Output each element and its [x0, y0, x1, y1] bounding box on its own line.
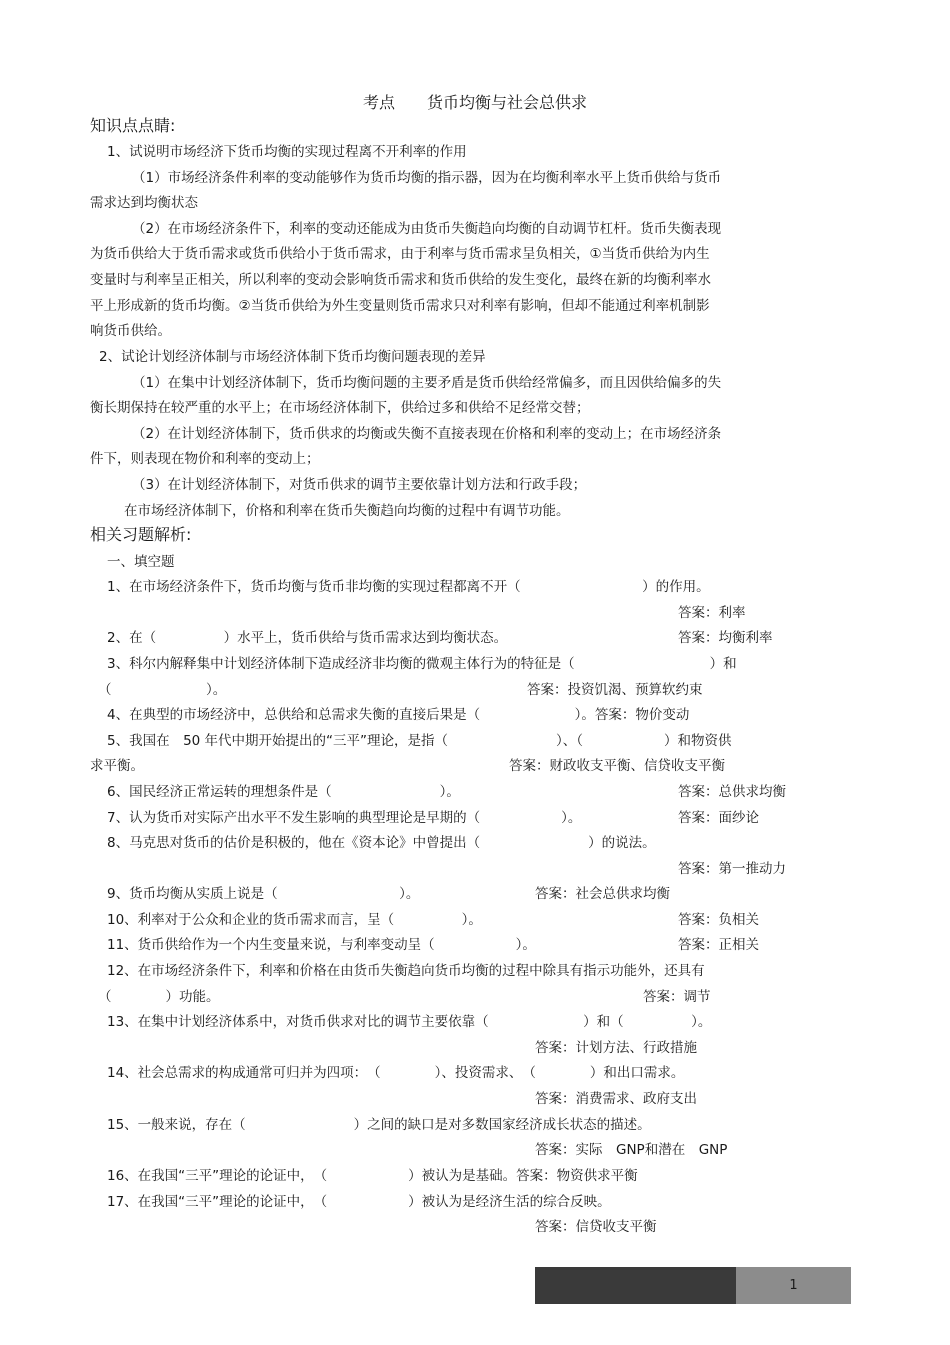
answer-line: 答案：投资饥渴、预算软约束 — [527, 682, 703, 698]
answer-line: 答案：消费需求、政府支出 — [535, 1091, 697, 1107]
page-number: 1 — [789, 1278, 798, 1293]
question-line: （ ）功能。 — [98, 989, 220, 1005]
footer-bar-dark — [535, 1267, 736, 1304]
paragraph-line: （2）在计划经济体制下，货币供求的均衡或失衡不直接表现在价格和利率的变动上；在市场经济条 — [132, 426, 722, 442]
section-heading-knowledge: 知识点点睛: — [90, 116, 176, 135]
question-line: 12、在市场经济条件下，利率和价格在由货币失衡趋向货币均衡的过程中除具有指示功能外，还具有 — [107, 963, 705, 979]
subsection-heading: 一、填空题 — [107, 554, 175, 570]
answer-line: 答案：计划方法、行政措施 — [535, 1040, 697, 1056]
answer-line: 答案：正相关 — [678, 937, 759, 953]
question-heading: 2、试论计划经济体制与市场经济体制下货币均衡问题表现的差异 — [99, 349, 486, 365]
answer-line: 答案：财政收支平衡、信贷收支平衡 — [509, 758, 725, 774]
question-line: 8、马克思对货币的估价是积极的，他在《资本论》中曾提出（ ）的说法。 — [107, 835, 656, 851]
question-line: （ ）。 — [98, 682, 227, 698]
paragraph-line: （3）在计划经济体制下，对货币供求的调节主要依靠计划方法和行政手段； — [132, 477, 587, 493]
question-line: 15、一般来说，存在（ ）之间的缺口是对多数国家经济成长状态的描述。 — [107, 1117, 651, 1133]
answer-line: 答案：实际 GNP和潜在 GNP — [535, 1142, 728, 1158]
paragraph-line: 在市场经济体制下，价格和利率在货币失衡趋向均衡的过程中有调节功能。 — [124, 503, 570, 519]
answer-line: 答案：总供求均衡 — [678, 784, 786, 800]
question-line: 求平衡。 — [90, 758, 144, 774]
paragraph-line: （2）在市场经济条件下，利率的变动还能成为由货币失衡趋向均衡的自动调节杠杆。货币失衡表现 — [132, 221, 722, 237]
paragraph-line: （1）市场经济条件利率的变动能够作为货币均衡的指示器，因为在均衡利率水平上货币供给与货币 — [132, 170, 722, 186]
answer-line: 答案：社会总供求均衡 — [535, 886, 670, 902]
answer-line: 答案：均衡利率 — [678, 630, 773, 646]
question-line: 17、在我国“三平”理论的论证中， （ ）被认为是经济生活的综合反映。 — [107, 1194, 611, 1210]
question-line: 5、我国在 50 年代中期开始提出的“三平”理论，是指（ ）、（ ）和物资供 — [107, 733, 732, 749]
answer-line: 答案：面纱论 — [678, 810, 759, 826]
question-heading: 1、试说明市场经济下货币均衡的实现过程离不开利率的作用 — [107, 144, 467, 160]
paragraph-line: 平上形成新的货币均衡。②当货币供给为外生变量则货币需求只对利率有影响，但却不能通过利率机制影 — [90, 298, 710, 314]
paragraph-line: （1）在集中计划经济体制下，货币均衡问题的主要矛盾是货币供给经常偏多，而且因供给偏多的失 — [132, 375, 722, 391]
question-line: 11、货币供给作为一个内生变量来说，与利率变动呈（ ）。 — [107, 937, 536, 953]
question-line: 2、在（ ）水平上，货币供给与货币需求达到均衡状态。 — [107, 630, 508, 646]
page-title: 考点 货币均衡与社会总供求 — [362, 93, 587, 112]
question-line: 6、国民经济正常运转的理想条件是（ ）。 — [107, 784, 460, 800]
answer-line: 答案：第一推动力 — [678, 861, 786, 877]
question-line: 7、认为货币对实际产出水平不发生影响的典型理论是早期的（ ）。 — [107, 810, 582, 826]
paragraph-line: 响货币供给。 — [90, 323, 171, 339]
paragraph-line: 变量时与利率呈正相关，所以利率的变动会影响货币需求和货币供给的发生变化，最终在新的均衡利率水 — [90, 272, 711, 288]
paragraph-line: 为货币供给大于货币需求或货币供给小于货币需求，由于利率与货币需求呈负相关，①当货币供给为内生 — [90, 246, 710, 262]
question-line: 4、在典型的市场经济中，总供给和总需求失衡的直接后果是（ ）。答案：物价变动 — [107, 707, 690, 723]
answer-line: 答案：负相关 — [678, 912, 759, 928]
question-line: 14、社会总需求的构成通常可归并为四项： （ ）、投资需求、 （ ）和出口需求。 — [107, 1065, 685, 1081]
question-line: 13、在集中计划经济体系中，对货币供求对比的调节主要依靠（ ）和（ ）。 — [107, 1014, 712, 1030]
paragraph-line: 衡长期保持在较严重的水平上；在市场经济体制下，供给过多和供给不足经常交替； — [90, 400, 590, 416]
question-line: 10、利率对于公众和企业的货币需求而言，呈（ ）。 — [107, 912, 482, 928]
answer-line: 答案：调节 — [643, 989, 711, 1005]
question-line: 16、在我国“三平”理论的论证中， （ ）被认为是基础。答案：物资供求平衡 — [107, 1168, 638, 1184]
paragraph-line: 件下，则表现在物价和利率的变动上； — [90, 451, 320, 467]
answer-line: 答案：信贷收支平衡 — [535, 1219, 657, 1235]
section-heading-exercises: 相关习题解析: — [90, 525, 192, 544]
question-line: 9、货币均衡从实质上说是（ ）。 — [107, 886, 420, 902]
paragraph-line: 需求达到均衡状态 — [90, 195, 198, 211]
question-line: 1、在市场经济条件下，货币均衡与货币非均衡的实现过程都离不开（ ）的作用。 — [107, 579, 710, 595]
question-line: 3、科尔内解释集中计划经济体制下造成经济非均衡的微观主体行为的特征是（ ）和 — [107, 656, 737, 672]
answer-line: 答案：利率 — [678, 605, 746, 621]
